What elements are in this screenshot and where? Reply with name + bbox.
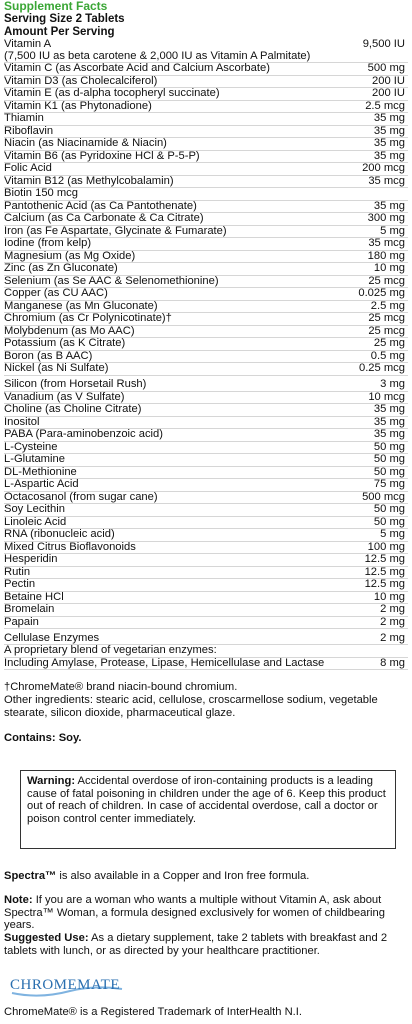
facts-rows (4, 38, 408, 670)
nutrient-name: Potassium (as K Citrate) (4, 337, 126, 350)
nutrient-row (4, 404, 408, 417)
nutrient-amount: 300 mg (367, 212, 405, 225)
nutrient-name: A proprietary blend of vegetarian enzymes: (4, 644, 217, 657)
nutrient-row (4, 376, 408, 392)
nutrient-name: Calcium (as Ca Carbonate & Ca Citrate) (4, 212, 204, 225)
nutrient-name: Papain (4, 615, 39, 628)
nutrient-name: Pantothenic Acid (as Ca Pantothenate) (4, 199, 197, 212)
nutrient-amount: 35 mg (373, 415, 405, 428)
nutrient-amount: 25 mcg (368, 324, 405, 337)
nutrient-name: Iron (as Fe Aspartate, Glycinate & Fumarate) (4, 224, 227, 237)
nutrient-row (4, 604, 408, 617)
nutrient-amount: 50 mg (373, 440, 405, 453)
nutrient-name: Biotin 150 mcg (4, 187, 79, 200)
nutrient-amount: 3 mg (380, 378, 405, 391)
nutrient-name: Mixed Citrus Bioflavonoids (4, 540, 136, 553)
nutrient-name: Pectin (4, 578, 36, 591)
nutrient-amount: 2 mg (380, 631, 405, 644)
spectra-note (4, 870, 408, 883)
nutrient-amount: 200 IU (372, 87, 405, 100)
nutrient-name: Selenium (as Se AAC & Selenomethionine) (4, 274, 219, 287)
nutrient-amount: 12.5 mg (364, 578, 405, 591)
nutrient-name: Octacosanol (from sugar cane) (4, 490, 158, 503)
nutrient-name: Nickel (as Ni Sulfate) (4, 362, 109, 375)
nutrient-name: Betaine HCl (4, 590, 64, 603)
nutrient-amount: 500 mcg (362, 490, 405, 503)
nutrient-name: Folic Acid (4, 162, 52, 175)
trademark-notice: ChromeMate® is a Registered Trademark of InterHealth N.I. (4, 1006, 302, 1018)
nutrient-name: Vitamin B12 (as Methylcobalamin) (4, 174, 174, 187)
chromemate-logo-mark (10, 973, 130, 999)
nutrient-amount: 35 mg (373, 124, 405, 137)
nutrient-name: Including Amylase, Protease, Lipase, Hemicellulase and Lactase (4, 656, 325, 669)
nutrient-amount: 0.025 mg (358, 287, 405, 300)
nutrient-name: Zinc (as Zn Gluconate) (4, 262, 118, 275)
nutrient-name: Choline (as Choline Citrate) (4, 403, 142, 416)
nutrient-row (4, 101, 408, 114)
nutrient-name: Vitamin D3 (as Cholecalciferol) (4, 74, 158, 87)
nutrient-row (4, 579, 408, 592)
nutrient-name: Inositol (4, 415, 40, 428)
nutrient-name: Chromium (as Cr Polynicotinate)† (4, 312, 172, 325)
woman-note (4, 894, 408, 932)
nutrient-amount: 0.25 mcg (358, 362, 405, 375)
nutrient-name: Copper (as CU AAC) (4, 287, 108, 300)
nutrient-amount: 8 mg (380, 656, 405, 669)
nutrient-amount: 25 mcg (368, 312, 405, 325)
nutrient-name: Linoleic Acid (4, 515, 67, 528)
nutrient-amount: 10 mg (373, 590, 405, 603)
nutrient-amount: 35 mg (373, 137, 405, 150)
nutrient-name: Niacin (as Niacinamide & Niacin) (4, 137, 167, 150)
nutrient-name: Vitamin B6 (as Pyridoxine HCl & P-5-P) (4, 149, 200, 162)
nutrient-amount: 75 mg (373, 478, 405, 491)
chromemate-logo (10, 973, 130, 999)
spectra-text: is also available in a Copper and Iron free formula. (56, 870, 310, 882)
nutrient-row (4, 629, 408, 645)
spectra-label: Spectra™ (4, 870, 57, 882)
nutrient-amount: 2 mg (380, 603, 405, 616)
nutrient-amount: 25 mcg (368, 274, 405, 287)
nutrient-name: Vanadium (as V Sulfate) (4, 390, 125, 403)
nutrient-name: Bromelain (4, 603, 55, 616)
nutrient-amount: 200 mcg (362, 162, 405, 175)
nutrient-amount: 12.5 mg (364, 553, 405, 566)
warning-box (20, 770, 396, 849)
nutrient-row (4, 617, 408, 630)
nutrient-amount: 180 mg (367, 249, 405, 262)
note-text: If you are a woman who wants a multiple without Vitamin A, ask about Spectra™ Woman, a formula designed exclusively for women of childbearing years. (4, 894, 385, 931)
nutrient-name: L-Cysteine (4, 440, 58, 453)
nutrient-row (4, 554, 408, 567)
nutrient-amount: 9,500 IU (362, 38, 405, 51)
nutrient-amount: 100 mg (367, 540, 405, 553)
contains-allergen: Contains: Soy. (4, 732, 82, 744)
nutrient-amount: 5 mg (380, 224, 405, 237)
nutrient-row (4, 592, 408, 605)
nutrient-name: Molybdenum (as Mo AAC) (4, 324, 135, 337)
nutrient-amount: 2.5 mcg (365, 99, 405, 112)
nutrient-name: L-Glutamine (4, 453, 65, 466)
facts-title: Supplement Facts (4, 0, 108, 13)
nutrient-name: L-Aspartic Acid (4, 478, 79, 491)
nutrient-amount: 5 mg (380, 528, 405, 541)
nutrient-row (4, 151, 408, 164)
warning-label: Warning: (27, 775, 76, 787)
nutrient-name: Silicon (from Horsetail Rush) (4, 378, 147, 391)
nutrient-amount: 500 mg (367, 62, 405, 75)
nutrient-amount: 35 mg (373, 112, 405, 125)
nutrient-name: Rutin (4, 565, 31, 578)
nutrient-row (4, 567, 408, 580)
nutrient-name: Vitamin C (as Ascorbate Acid and Calcium Ascorbate) (4, 62, 270, 75)
nutrient-amount: 0.5 mg (370, 349, 405, 362)
nutrient-name: Vitamin K1 (as Phytonadione) (4, 99, 152, 112)
chromium-footnote: †ChromeMate® brand niacin-bound chromium. (4, 681, 238, 693)
nutrient-name: (7,500 IU as beta carotene & 2,000 IU as Vitamin A Palmitate) (4, 49, 311, 62)
supplement-facts-panel (4, 0, 408, 672)
warning-text: Accidental overdose of iron-containing products is a leading cause of fatal poisoning in children under the age of 6. Keep this product out of reach of children. In case of accidental overdose, call a doctor or poison control center immediately. (27, 775, 386, 825)
nutrient-amount: 35 mcg (368, 237, 405, 250)
nutrient-amount: 12.5 mg (364, 565, 405, 578)
nutrient-name: Magnesium (as Mg Oxide) (4, 249, 136, 262)
nutrient-name: Iodine (from kelp) (4, 237, 92, 250)
suggested-use (4, 932, 408, 957)
nutrient-amount: 35 mg (373, 199, 405, 212)
nutrient-name: Cellulase Enzymes (4, 631, 100, 644)
nutrient-amount: 50 mg (373, 453, 405, 466)
nutrient-row (4, 363, 408, 376)
nutrient-amount: 50 mg (373, 465, 405, 478)
nutrient-name: Boron (as B AAC) (4, 349, 93, 362)
nutrient-name: Hesperidin (4, 553, 58, 566)
nutrient-name: Vitamin E (as d-alpha tocopheryl succinate) (4, 87, 220, 100)
suggested-use-text: As a dietary supplement, take 2 tablets with breakfast and 2 tablets with lunch, or as directed by your healthcare practitioner. (4, 932, 388, 957)
nutrient-amount: 35 mg (373, 403, 405, 416)
nutrient-row (4, 113, 408, 126)
nutrient-name: Manganese (as Mn Gluconate) (4, 299, 158, 312)
nutrient-name: Riboflavin (4, 124, 54, 137)
nutrient-amount: 25 mg (373, 337, 405, 350)
serving-size: Serving Size 2 Tablets (4, 13, 125, 25)
nutrient-amount: 35 mg (373, 428, 405, 441)
nutrient-row (4, 658, 408, 671)
nutrient-name: Soy Lecithin (4, 503, 65, 516)
other-ingredients: Other ingredients: stearic acid, cellulose, croscarmellose sodium, vegetable stearate, silicon dioxide, pharmaceutical glaze. (4, 694, 378, 719)
nutrient-row (4, 429, 408, 442)
nutrient-name: Vitamin A (4, 38, 52, 51)
nutrient-name: RNA (ribonucleic acid) (4, 528, 115, 541)
nutrient-amount: 10 mg (373, 262, 405, 275)
nutrient-amount: 200 IU (372, 74, 405, 87)
amount-per-serving: Amount Per Serving (4, 25, 115, 38)
nutrient-amount: 50 mg (373, 515, 405, 528)
suggested-use-label: Suggested Use: (4, 932, 89, 944)
nutrient-amount: 35 mg (373, 149, 405, 162)
nutrient-amount: 10 mcg (368, 390, 405, 403)
nutrient-name: DL-Methionine (4, 465, 77, 478)
nutrient-amount: 35 mcg (368, 174, 405, 187)
nutrient-row (4, 542, 408, 555)
nutrient-name: PABA (Para-aminobenzoic acid) (4, 428, 163, 441)
nutrient-name: Thiamin (4, 112, 44, 125)
nutrient-amount: 50 mg (373, 503, 405, 516)
nutrient-amount: 2.5 mg (370, 299, 405, 312)
note-label: Note: (4, 894, 33, 906)
svg-text:CHROMEMATE: CHROMEMATE (10, 977, 121, 993)
nutrient-amount: 2 mg (380, 615, 405, 628)
